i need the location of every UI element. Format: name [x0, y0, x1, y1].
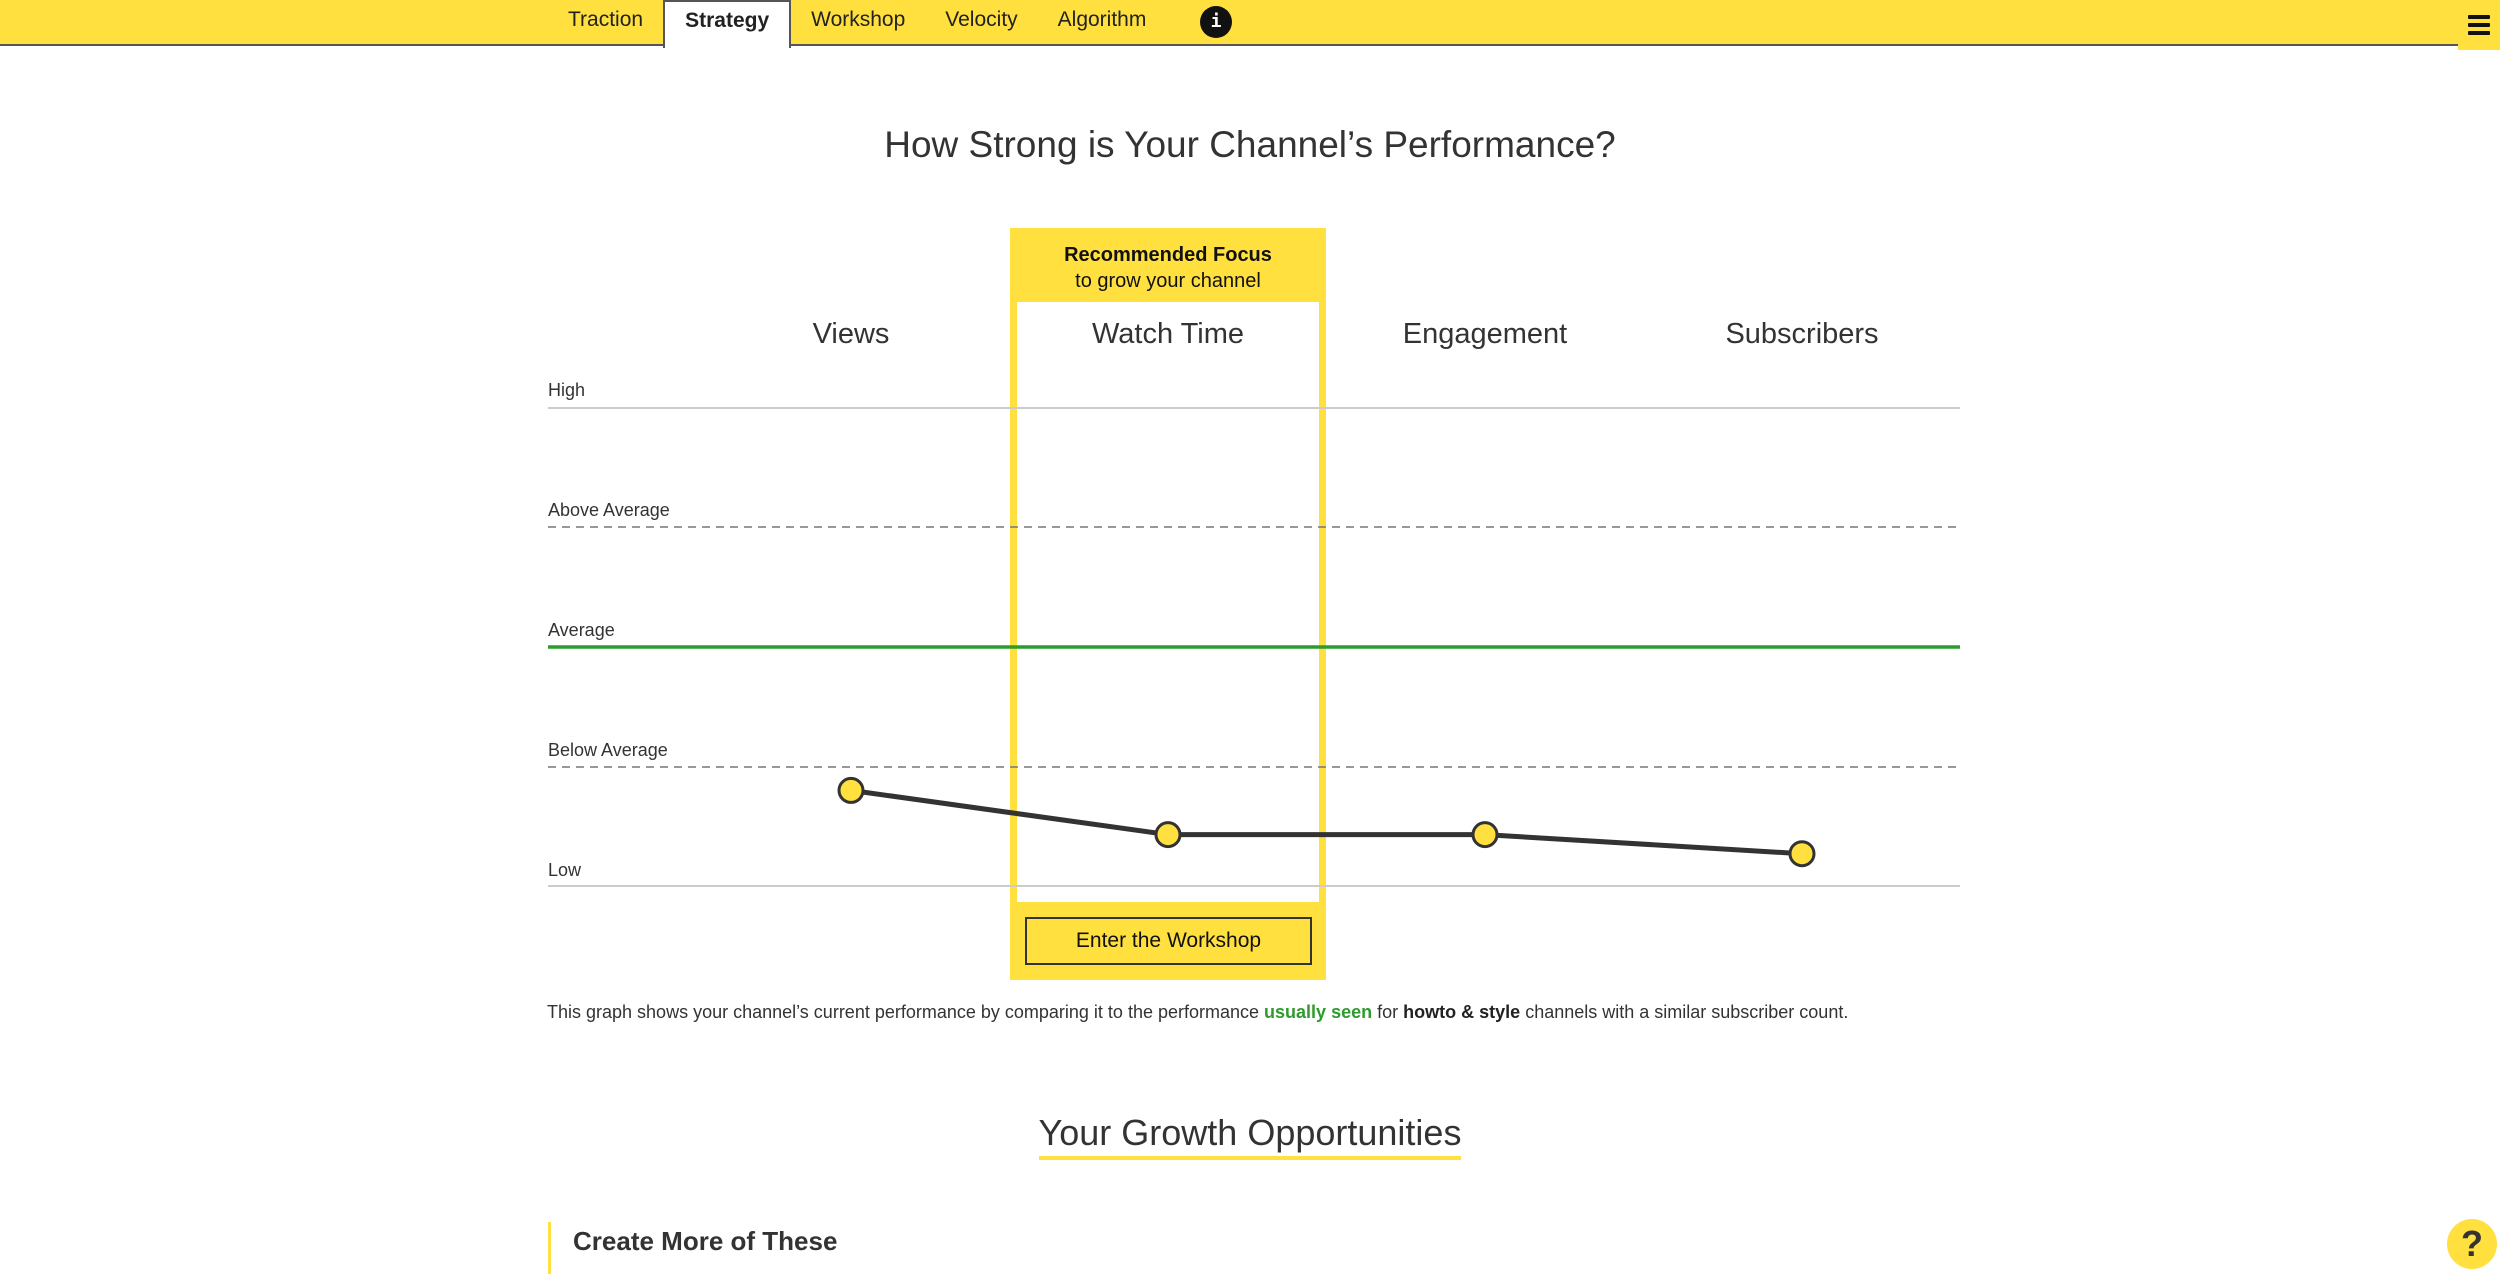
- caption-highlight: usually seen: [1264, 1002, 1373, 1022]
- enter-workshop-button[interactable]: Enter the Workshop: [1025, 917, 1312, 965]
- caption-part2: for: [1377, 1002, 1399, 1022]
- data-point-watch-time: [1156, 823, 1180, 847]
- data-point-engagement: [1473, 823, 1497, 847]
- growth-opportunities-heading: [0, 1112, 2500, 1160]
- create-more-section-heading: Create More of These: [548, 1222, 837, 1274]
- performance-line: [851, 790, 1802, 853]
- growth-opportunities-title: Your Growth Opportunities: [1039, 1112, 1462, 1160]
- tab-workshop[interactable]: Workshop: [811, 8, 906, 31]
- level-label-below-average: Below Average: [548, 740, 668, 760]
- tab-strategy[interactable]: Strategy: [663, 0, 791, 48]
- tab-velocity[interactable]: Velocity: [945, 8, 1018, 31]
- caption-part1: This graph shows your channel’s current performance by comparing it to the performance: [547, 1002, 1260, 1022]
- level-label-low: Low: [548, 860, 582, 880]
- level-label-high: High: [548, 380, 586, 400]
- caption-part3: channels with a similar subscriber count.: [1525, 1002, 1849, 1022]
- column-header-subscribers: Subscribers: [1725, 318, 1879, 350]
- level-label-above-average: Above Average: [548, 500, 670, 520]
- column-header-engagement: Engagement: [1402, 318, 1568, 350]
- help-icon[interactable]: ?: [2447, 1219, 2497, 1269]
- page-title: How Strong is Your Channel’s Performance?: [884, 124, 1616, 165]
- series-layer: [839, 778, 1814, 865]
- tab-algorithm[interactable]: Algorithm: [1057, 8, 1147, 31]
- chart-caption: [547, 1002, 1848, 1023]
- data-point-subscribers: [1790, 842, 1814, 866]
- column-header-watch-time: Watch Time: [1091, 318, 1244, 350]
- recommended-focus-subtitle: to grow your channel: [1075, 270, 1261, 292]
- recommended-focus-title: Recommended Focus: [1064, 244, 1272, 266]
- caption-category: howto & style: [1403, 1002, 1521, 1022]
- data-point-views: [839, 778, 863, 802]
- level-label-average: Average: [548, 620, 615, 640]
- column-header-views: Views: [812, 318, 890, 350]
- info-icon[interactable]: i: [1200, 6, 1232, 38]
- tab-traction[interactable]: Traction: [568, 8, 644, 31]
